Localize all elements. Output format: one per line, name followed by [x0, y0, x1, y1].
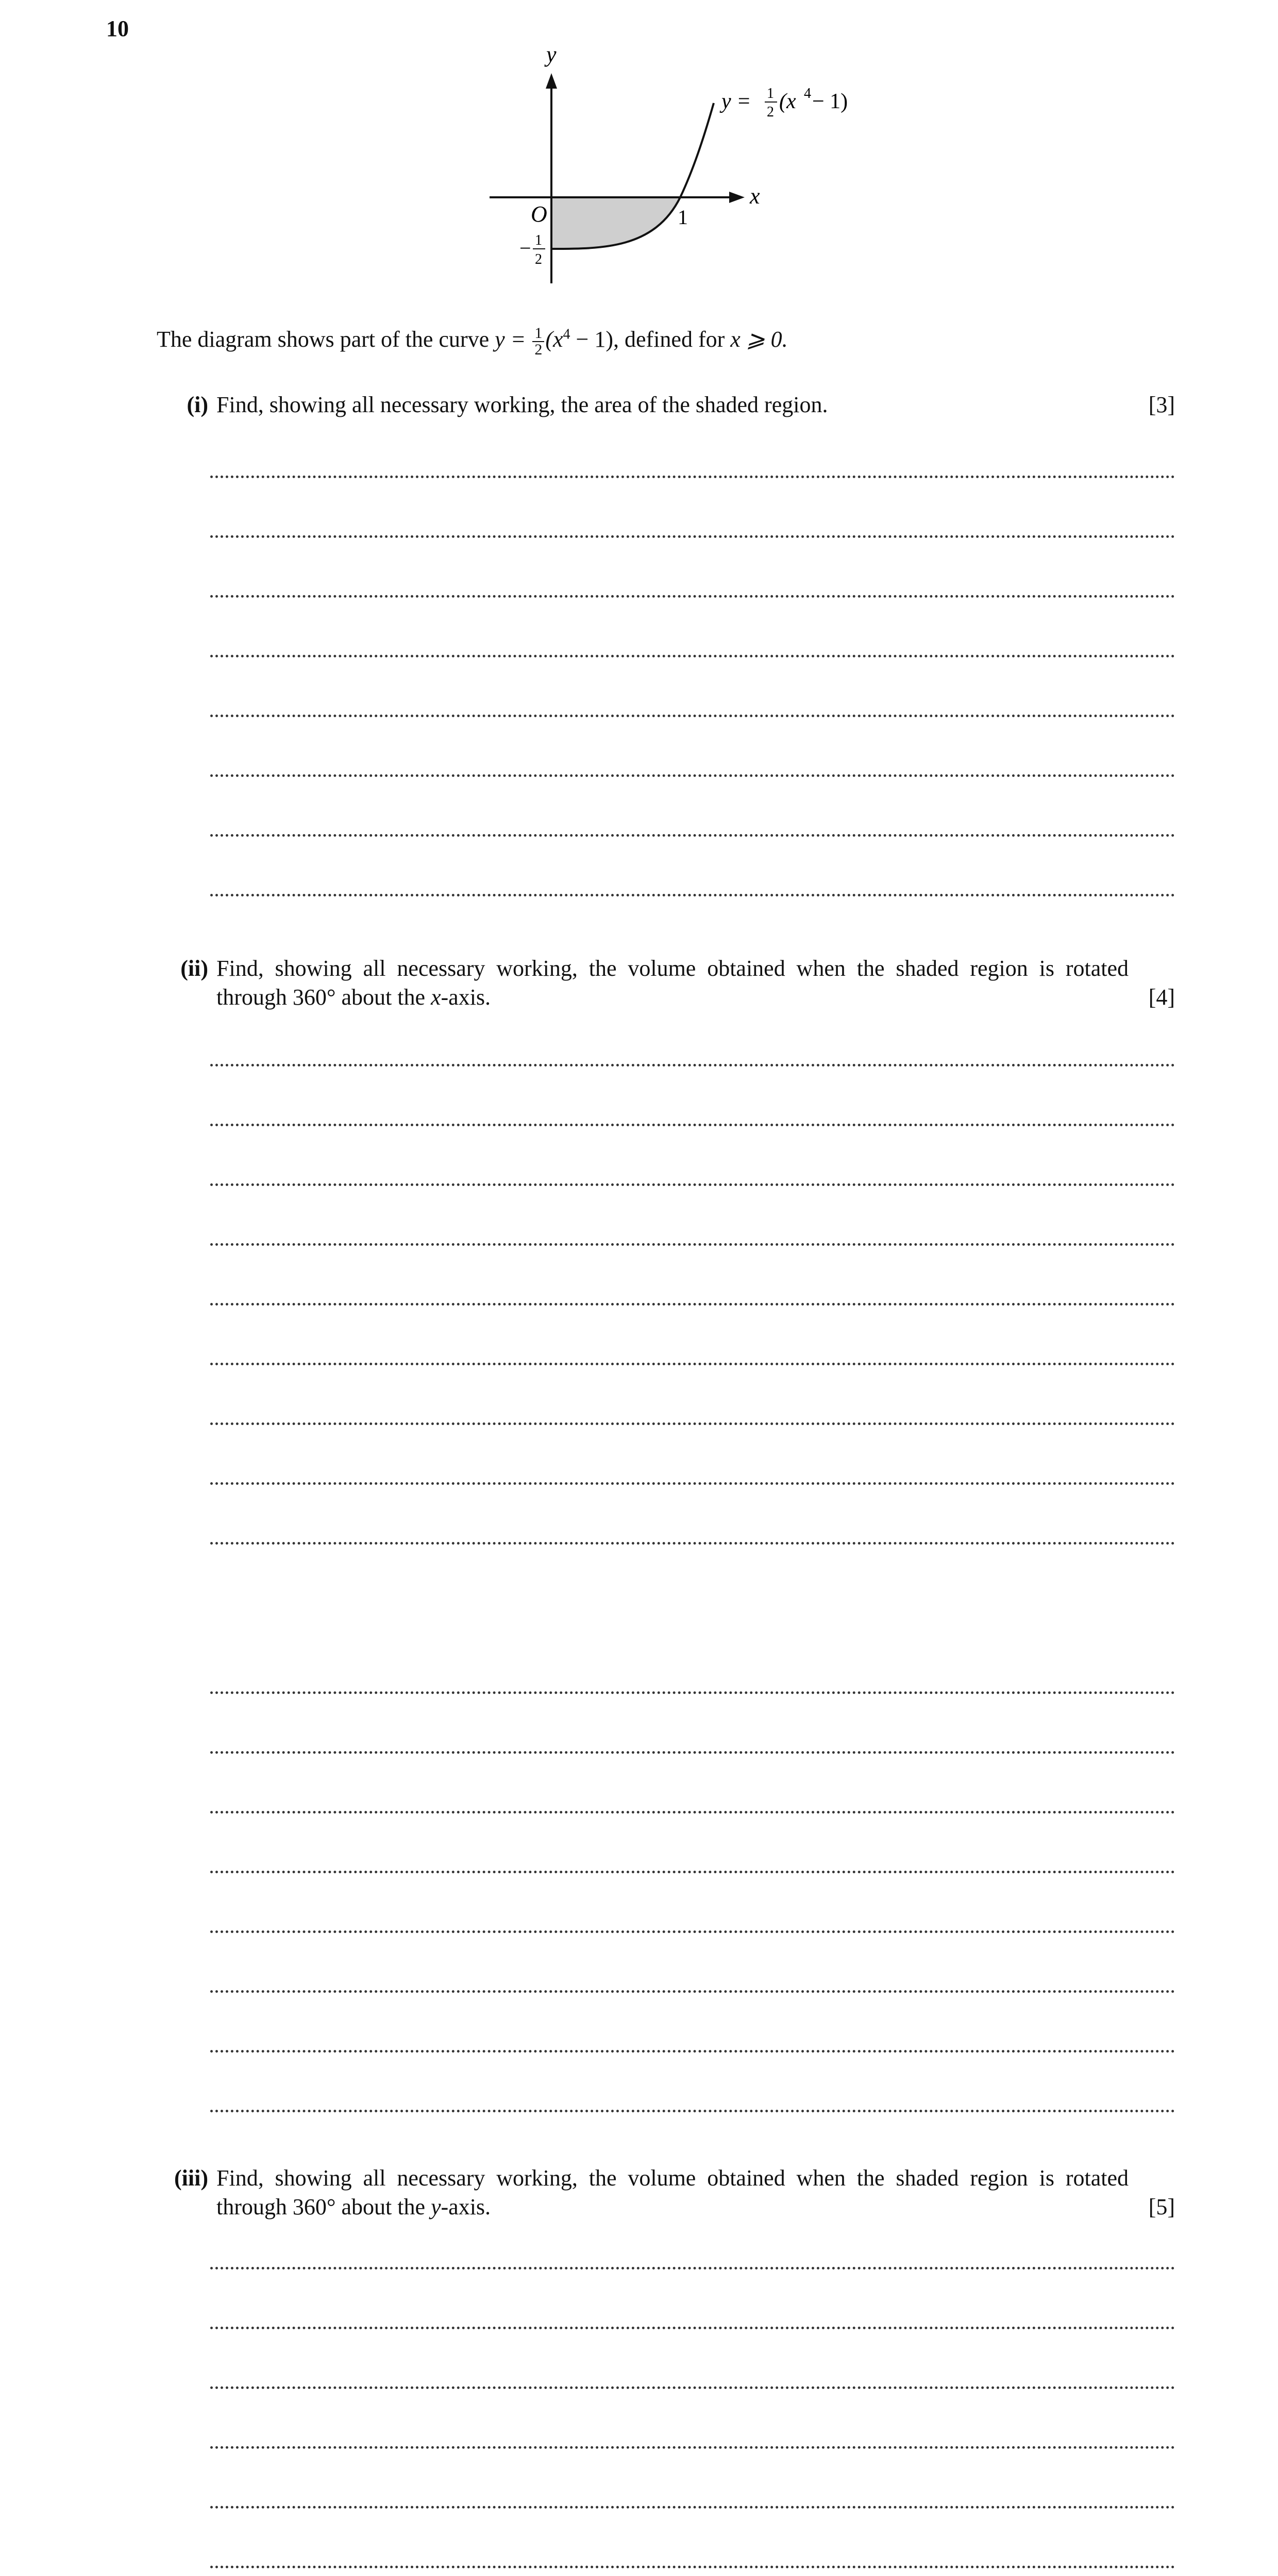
answer-line[interactable]	[210, 1243, 1175, 1246]
answer-line[interactable]	[210, 1363, 1175, 1365]
answer-line[interactable]	[210, 1303, 1175, 1306]
part-i-marks: [3]	[1148, 392, 1175, 417]
intro-fraction	[532, 326, 544, 358]
answer-line[interactable]	[210, 1811, 1175, 1814]
y-axis-label: y	[546, 42, 557, 67]
part-i	[157, 391, 1175, 419]
answer-line[interactable]	[210, 2327, 1175, 2329]
part-ii-marks: [4]	[1148, 985, 1175, 1010]
answer-line[interactable]	[210, 834, 1175, 837]
x-tick-label: 1	[678, 206, 688, 229]
question-number: 10	[106, 16, 129, 41]
part-iii-label: (iii)	[174, 2165, 208, 2191]
origin-label: O	[531, 201, 547, 227]
intro-eq-prefix: y =	[495, 327, 532, 352]
answer-line[interactable]	[210, 1930, 1175, 1933]
part-ii-text	[216, 954, 1175, 1012]
part-ii-axis: x	[430, 985, 441, 1010]
curve-diagram	[464, 26, 855, 294]
answer-line[interactable]	[210, 2050, 1175, 2053]
answer-line[interactable]	[210, 1183, 1175, 1186]
curve-label-rest: − 1)	[812, 90, 848, 113]
intro-text: The diagram shows part of the curve	[157, 327, 495, 352]
part-iii-text	[216, 2164, 1175, 2222]
answer-line[interactable]	[210, 1990, 1175, 1993]
intro-frac-den: 2	[534, 341, 543, 358]
question-intro	[157, 326, 788, 358]
y-axis-arrow	[546, 73, 557, 89]
answer-line[interactable]	[210, 2110, 1175, 2112]
answer-line[interactable]	[210, 715, 1175, 717]
curve-label-den: 2	[767, 104, 774, 120]
y-tick-num: 1	[535, 232, 542, 248]
part-ii-label: (ii)	[180, 956, 208, 981]
answer-line[interactable]	[210, 2506, 1175, 2509]
part-ii-text-main: Find, showing all necessary working, the volume obtained when the shaded region is rotated through 360° about the	[216, 956, 1129, 1010]
intro-condition: x ⩾ 0.	[730, 327, 788, 352]
y-tick-sign: −	[519, 236, 531, 260]
answer-line[interactable]	[210, 894, 1175, 896]
answer-line[interactable]	[210, 774, 1175, 777]
intro-frac-num: 1	[532, 326, 544, 342]
part-iii	[157, 2164, 1175, 2222]
part-ii	[157, 954, 1175, 1012]
answer-line[interactable]	[210, 1871, 1175, 1873]
answer-line[interactable]	[210, 476, 1175, 478]
answer-line[interactable]	[210, 1124, 1175, 1126]
x-axis-arrow	[729, 192, 745, 203]
answer-line[interactable]	[210, 1542, 1175, 1545]
part-i-text: Find, showing all necessary working, the area of the shaded region.	[216, 392, 828, 417]
x-axis-label: x	[750, 183, 760, 209]
part-iii-axis: y	[430, 2194, 441, 2219]
part-iii-text-end: -axis.	[441, 2194, 491, 2219]
answer-line[interactable]	[210, 2446, 1175, 2449]
answer-line[interactable]	[210, 535, 1175, 538]
part-i-label: (i)	[187, 392, 208, 417]
y-tick-den: 2	[535, 251, 542, 267]
answer-line[interactable]	[210, 655, 1175, 657]
answer-line[interactable]	[210, 1751, 1175, 1754]
answer-line[interactable]	[210, 2386, 1175, 2389]
curve-label-paren: (x	[779, 90, 796, 113]
answer-line[interactable]	[210, 1064, 1175, 1066]
answer-line[interactable]	[210, 595, 1175, 598]
answer-line[interactable]	[210, 2267, 1175, 2269]
curve-label-prefix: y =	[721, 90, 751, 113]
answer-line[interactable]	[210, 2566, 1175, 2568]
part-ii-text-end: -axis.	[441, 985, 491, 1010]
part-iii-text-main: Find, showing all necessary working, the volume obtained when the shaded region is rotated through 360° about the	[216, 2165, 1129, 2219]
curve-label-exp: 4	[804, 86, 811, 101]
answer-line[interactable]	[210, 1422, 1175, 1425]
part-iii-marks: [5]	[1148, 2194, 1175, 2219]
intro-eq-exp: 4	[563, 326, 570, 343]
intro-eq-paren: (x	[545, 327, 563, 352]
intro-eq-rest: − 1), defined for	[570, 327, 731, 352]
answer-line[interactable]	[210, 1482, 1175, 1485]
answer-line[interactable]	[210, 1691, 1175, 1694]
curve-label-num: 1	[767, 86, 774, 101]
